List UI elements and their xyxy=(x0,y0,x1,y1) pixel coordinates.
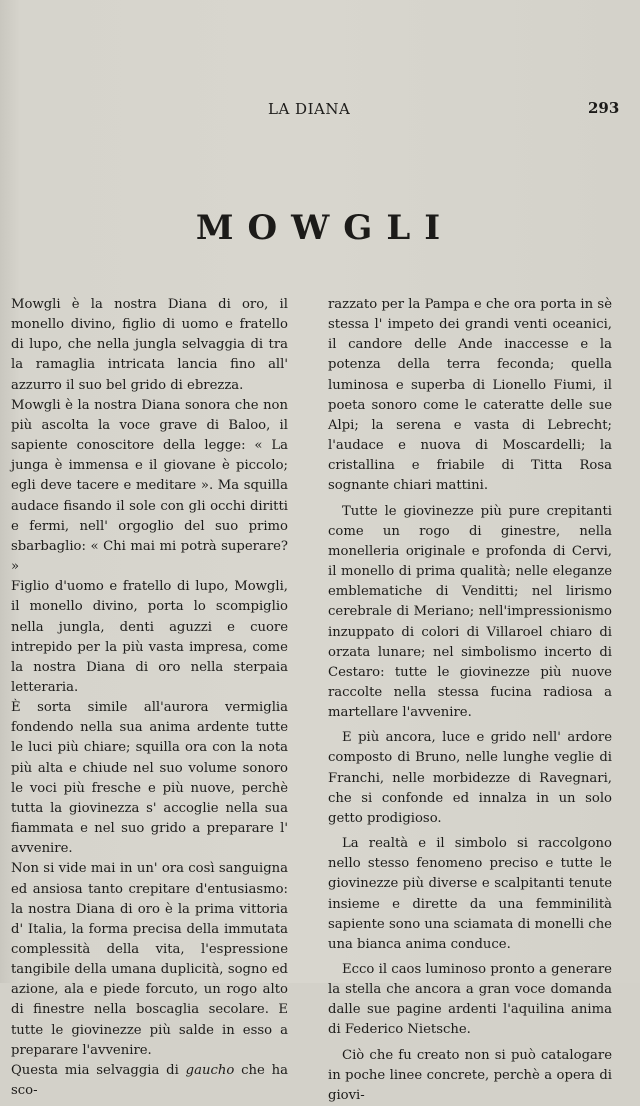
text-run: Questa mia selvaggia di xyxy=(11,1062,186,1078)
paragraph: Non si vide mai in un' ora così sanguigna ed ansiosa tanto crepitare d'entusiasmo: la nostra Diana di oro è la prima vittoria d' Italia, la forma precisa della immutata complessità della vita, l'espressione tangibile della umana duplicità, sogno ed azione, ala e piede forcuto, un rogo alto di finestre nella boscaglia secolare. E tutte le giovinezze più salde in esso a preparare l'avvenire. xyxy=(11,861,288,1058)
paragraph-last-line xyxy=(11,1061,288,1101)
paragraph: Ecco il caos luminoso pronto a generare la stella che ancora a gran voce domanda dalle sue pagine ardenti l'aquilina anima di Federico Nietsche. xyxy=(328,962,612,1038)
italic-word: gaucho xyxy=(185,1062,235,1078)
paragraph: Ciò che fu creato non si può catalogare in poche linee concrete, perchè a opera di giovi- xyxy=(328,1047,612,1103)
paragraph: Mowgli è la nostra Diana sonora che non più ascolta la voce grave di Baloo, il sapiente conoscitore della legge: « La junga è immensa e il giovane è piccolo; egli deve tacere e meditare ». Ma squilla audace fisando il sole con gli occhi diritti e fermi, nell' orgoglio del suo primo sbarbaglio: « Chi mai mi potrà superare? » xyxy=(11,397,288,575)
page-header xyxy=(0,100,640,124)
paragraph: Mowgli è la nostra Diana di oro, il monello divino, figlio di uomo e fratello di lupo, che nella jungla selvaggia di tra la ramaglia intricata lancia fino all' azzurro il suo bel grido di ebrezza. xyxy=(11,297,288,393)
left-column xyxy=(11,295,288,1101)
paragraph: Figlio d'uomo e fratello di lupo, Mowgli, il monello divino, porta lo scompiglio nella jungla, denti aguzzi e cuore intrepido per la più vasta impresa, come la nostra Diana di oro nella sterpaia letteraria. xyxy=(11,579,288,695)
page-number: 293 xyxy=(588,99,620,117)
paragraph: razzato per la Pampa e che ora porta in sè stessa l' impeto dei grandi venti oceanici, il candore delle Ande inaccesse e la potenza della terra feconda; quella luminosa e superba di Lionello Fiumi, il poeta sonoro come le cateratte delle sue Alpi; la serena e vasta di Lebrecht; l'audace e nuova di Moscardelli; la cristallina e friabile di Titta Rosa sognante chiari mattini. xyxy=(328,297,612,494)
right-column xyxy=(328,295,612,1106)
paragraph: È sorta simile all'aurora vermiglia fondendo nella sua anima ardente tutte le luci più chiare; squilla ora con la nota più alta e chiude nel suo volume sonoro le voci più fresche e più nuove, perchè tutta la giovinezza s' accoglie nella sua fiammata e nel suo grido a preparare l' avvenire. xyxy=(11,700,288,857)
paragraph: E più ancora, luce e grido nell' ardore composto di Bruno, nelle lunghe veglie di Franchi, nelle morbidezze di Ravegnari, che si confonde ed innalza in un solo getto prodigioso. xyxy=(328,730,612,826)
text-run: che ha sco- xyxy=(11,1062,288,1099)
paragraph: Tutte le giovinezze più pure crepitanti come un rogo di ginestre, nella monelleria originale e profonda di Cervi, il monello di prima qualità; nelle eleganze emblematiche di Venditti; nel lirismo cerebrale di Meriano; nell'impressionismo inzuppato di colori di Villaroel chiaro di orzata lunare; nel simbolismo incerto di Cestaro: tutte le giovinezze più nuove raccolte nella stessa fucina radiosa a martellare l'avvenire. xyxy=(328,503,612,721)
article-title: MOWGLI xyxy=(195,208,455,248)
running-head: LA DIANA xyxy=(268,100,351,118)
paragraph: La realtà e il simbolo si raccolgono nello stesso fenomeno preciso e tutte le giovinezze più diverse e scalpitanti tenute insieme e dirette da una femminilità sapiente sono una sciamata di monelli che una bianca anima conduce. xyxy=(328,836,612,952)
